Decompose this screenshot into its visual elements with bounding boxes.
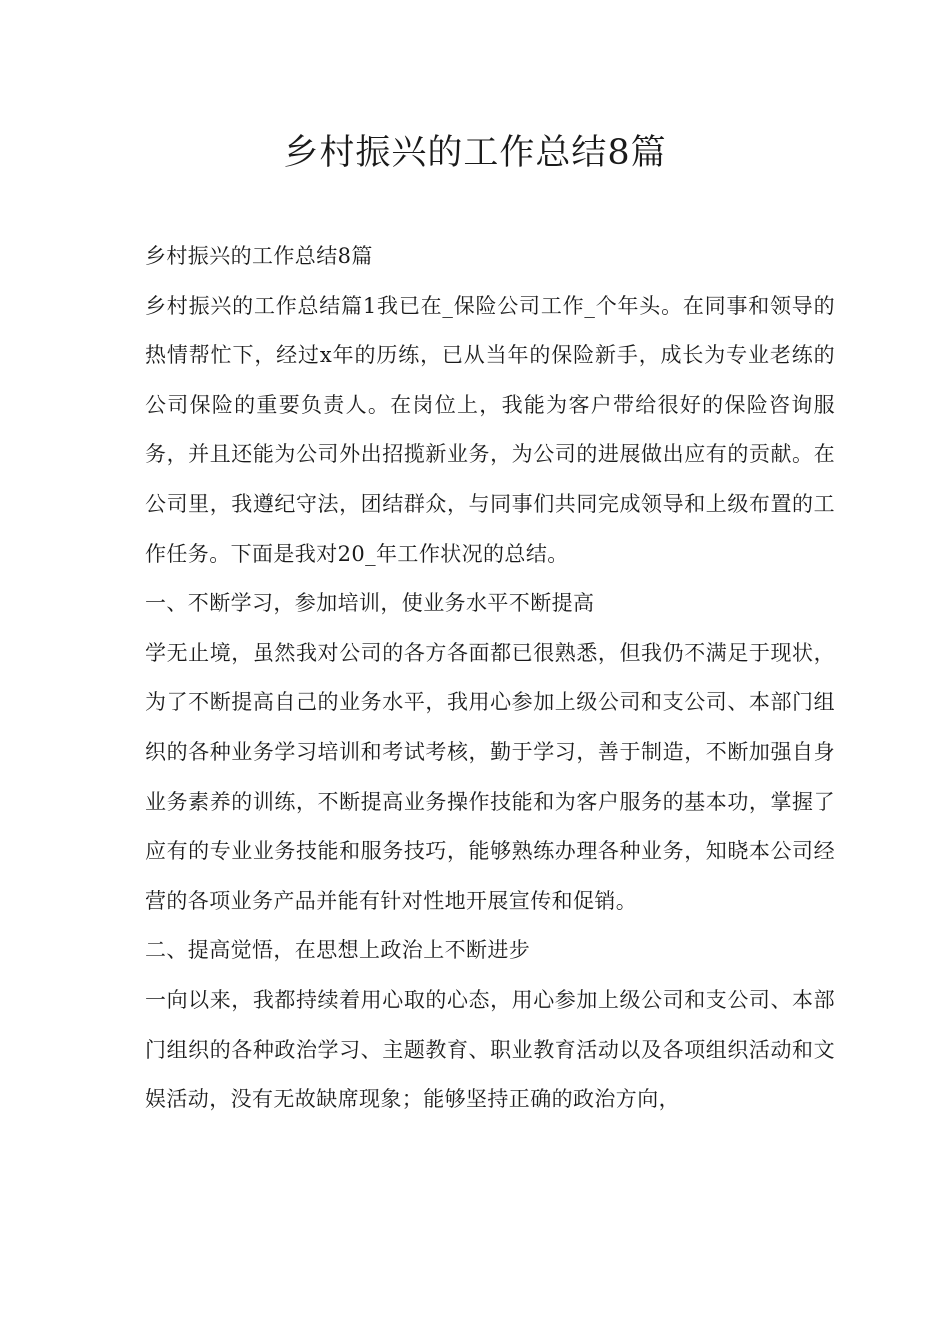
section-heading-1: 一、不断学习，参加培训，使业务水平不断提高 [145,591,595,616]
intro-paragraph: 乡村振兴的工作总结篇1我已在_保险公司工作_个年头。在同事和领导的热情帮忙下，经过x年的历练，已从当年的保险新手，成长为专业老练的公司保险的重要负责人。在岗位上，我能为客户带给很好的保险咨询服务，并且还能为公司外出招揽新业务，为公司的进展做出应有的贡献。在公司里，我遵纪守法，团结群众，与同事们共同完成领导和上级布置的工作任务。下面是我对20_年工作状况的总结。 [145,293,835,566]
section-1-paragraph: 学无止境，虽然我对公司的各方各面都已很熟悉，但我仍不满足于现状，为了不断提高自己的业务水平，我用心参加上级公司和支公司、本部门组织的各种业务学习培训和考试考核，勤于学习，善于制造，不断加强自身业务素养的训练，不断提高业务操作技能和为客户服务的基本功，掌握了应有的专业业务技能和服务技巧，能够熟练办理各种业务，知晓本公司经营的各项业务产品并能有针对性地开展宣传和促销。 [145,640,835,913]
section-2-paragraph: 一向以来，我都持续着用心取的心态，用心参加上级公司和支公司、本部门组织的各种政治学习、主题教育、职业教育活动以及各项组织活动和文娱活动，没有无故缺席现象；能够坚持正确的政治方向， [145,987,835,1112]
subtitle-paragraph: 乡村振兴的工作总结8篇 [145,244,373,268]
document-title: 乡村振兴的工作总结8篇 [283,133,667,173]
document-body [145,232,835,1125]
section-heading-2: 二、提高觉悟，在思想上政治上不断进步 [145,938,531,963]
